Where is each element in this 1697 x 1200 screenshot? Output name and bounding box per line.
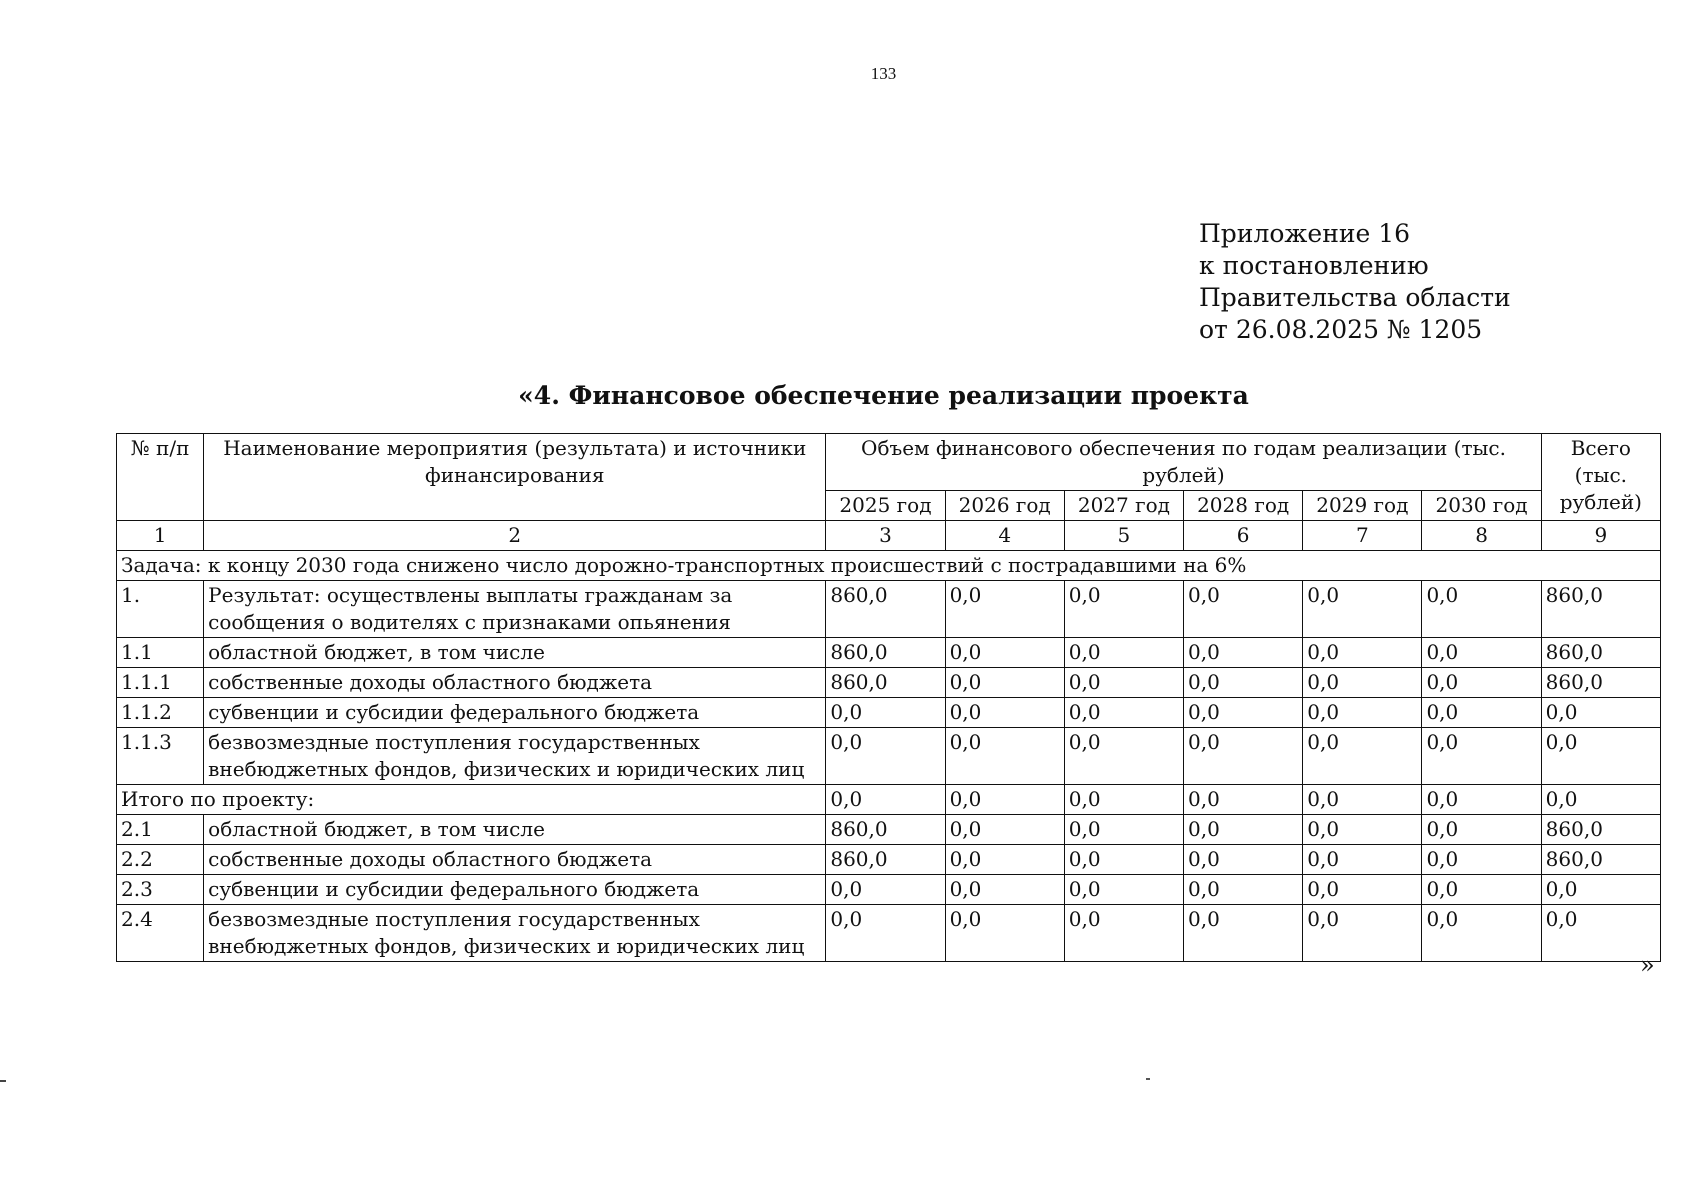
row-number: 2.2 bbox=[117, 845, 204, 875]
row-name: субвенции и субсидии федерального бюджета bbox=[204, 875, 826, 905]
value-cell: 0,0 bbox=[1064, 728, 1183, 785]
appendix-line: к постановлению bbox=[1199, 251, 1429, 280]
row-name: субвенции и субсидии федерального бюджета bbox=[204, 698, 826, 728]
value-cell: 0,0 bbox=[1064, 581, 1183, 638]
value-cell: 0,0 bbox=[945, 815, 1064, 845]
value-cell: 860,0 bbox=[1541, 815, 1660, 845]
header-year: 2030 год bbox=[1422, 491, 1541, 521]
value-cell: 0,0 bbox=[1303, 875, 1422, 905]
value-cell: 0,0 bbox=[945, 581, 1064, 638]
column-number: 7 bbox=[1303, 521, 1422, 551]
value-cell: 0,0 bbox=[1422, 845, 1541, 875]
table-row bbox=[117, 905, 1661, 962]
value-cell: 0,0 bbox=[945, 668, 1064, 698]
value-cell: 0,0 bbox=[1541, 728, 1660, 785]
value-cell: 0,0 bbox=[1303, 581, 1422, 638]
value-cell: 0,0 bbox=[826, 785, 945, 815]
value-cell: 0,0 bbox=[1303, 785, 1422, 815]
column-number: 6 bbox=[1184, 521, 1303, 551]
header-no: № п/п bbox=[117, 434, 204, 521]
row-number: 1. bbox=[117, 581, 204, 638]
value-cell: 860,0 bbox=[1541, 668, 1660, 698]
task-row bbox=[117, 551, 1661, 581]
header-year: 2026 год bbox=[945, 491, 1064, 521]
row-number: 2.4 bbox=[117, 905, 204, 962]
value-cell: 0,0 bbox=[1184, 845, 1303, 875]
value-cell: 0,0 bbox=[945, 875, 1064, 905]
rows-section-2 bbox=[117, 815, 1661, 962]
value-cell: 0,0 bbox=[1064, 875, 1183, 905]
value-cell: 0,0 bbox=[1422, 638, 1541, 668]
value-cell: 0,0 bbox=[1422, 728, 1541, 785]
column-number: 1 bbox=[117, 521, 204, 551]
value-cell: 0,0 bbox=[1064, 638, 1183, 668]
column-numbers-row bbox=[117, 521, 1661, 551]
value-cell: 0,0 bbox=[1541, 785, 1660, 815]
value-cell: 860,0 bbox=[826, 815, 945, 845]
header-volume: Объем финансового обеспечения по годам реализации (тыс. рублей) bbox=[826, 434, 1541, 491]
value-cell: 0,0 bbox=[1064, 698, 1183, 728]
value-cell: 0,0 bbox=[1541, 905, 1660, 962]
value-cell: 0,0 bbox=[1541, 875, 1660, 905]
value-cell: 0,0 bbox=[945, 698, 1064, 728]
appendix-line: Приложение 16 bbox=[1199, 219, 1411, 248]
column-number: 8 bbox=[1422, 521, 1541, 551]
value-cell: 0,0 bbox=[1422, 668, 1541, 698]
value-cell: 0,0 bbox=[1303, 815, 1422, 845]
value-cell: 0,0 bbox=[945, 845, 1064, 875]
value-cell: 0,0 bbox=[1184, 698, 1303, 728]
header-year: 2025 год bbox=[826, 491, 945, 521]
rows-section-1 bbox=[117, 581, 1661, 785]
table-row bbox=[117, 875, 1661, 905]
value-cell: 0,0 bbox=[1184, 728, 1303, 785]
value-cell: 0,0 bbox=[945, 905, 1064, 962]
table-row bbox=[117, 815, 1661, 845]
value-cell: 0,0 bbox=[1064, 785, 1183, 815]
scan-mark bbox=[1146, 1078, 1150, 1080]
appendix-line: Правительства области bbox=[1199, 283, 1511, 312]
row-name: безвозмездные поступления государственных внебюджетных фондов, физических и юридических лиц bbox=[204, 905, 826, 962]
table-row bbox=[117, 668, 1661, 698]
value-cell: 0,0 bbox=[826, 905, 945, 962]
value-cell: 0,0 bbox=[1064, 905, 1183, 962]
header-year: 2028 год bbox=[1184, 491, 1303, 521]
value-cell: 0,0 bbox=[945, 728, 1064, 785]
value-cell: 0,0 bbox=[1422, 698, 1541, 728]
table-row bbox=[117, 581, 1661, 638]
value-cell: 0,0 bbox=[1303, 728, 1422, 785]
appendix-block bbox=[1199, 218, 1511, 346]
value-cell: 860,0 bbox=[1541, 845, 1660, 875]
row-name: безвозмездные поступления государственных внебюджетных фондов, физических и юридических лиц bbox=[204, 728, 826, 785]
row-number: 1.1 bbox=[117, 638, 204, 668]
value-cell: 0,0 bbox=[1303, 668, 1422, 698]
value-cell: 0,0 bbox=[1303, 638, 1422, 668]
value-cell: 0,0 bbox=[1184, 581, 1303, 638]
appendix-line: от 26.08.2025 № 1205 bbox=[1199, 315, 1483, 344]
value-cell: 0,0 bbox=[1422, 581, 1541, 638]
row-name: областной бюджет, в том числе bbox=[204, 815, 826, 845]
value-cell: 0,0 bbox=[1184, 785, 1303, 815]
scan-mark bbox=[0, 1080, 6, 1082]
total-label: Итого по проекту: bbox=[117, 785, 826, 815]
table-row bbox=[117, 698, 1661, 728]
value-cell: 0,0 bbox=[1064, 815, 1183, 845]
value-cell: 0,0 bbox=[1064, 845, 1183, 875]
value-cell: 0,0 bbox=[1303, 845, 1422, 875]
row-number: 1.1.2 bbox=[117, 698, 204, 728]
table-row bbox=[117, 638, 1661, 668]
closing-quote: » bbox=[1640, 951, 1655, 979]
value-cell: 860,0 bbox=[826, 668, 945, 698]
row-number: 2.3 bbox=[117, 875, 204, 905]
value-cell: 860,0 bbox=[826, 845, 945, 875]
value-cell: 0,0 bbox=[1184, 815, 1303, 845]
value-cell: 0,0 bbox=[1422, 815, 1541, 845]
value-cell: 0,0 bbox=[826, 728, 945, 785]
header-total: Всего (тыс. рублей) bbox=[1541, 434, 1660, 521]
value-cell: 0,0 bbox=[1064, 668, 1183, 698]
task-text: Задача: к концу 2030 года снижено число дорожно-транспортных происшествий с пострадавшими на 6% bbox=[117, 551, 1661, 581]
header-name: Наименование мероприятия (результата) и источники финансирования bbox=[204, 434, 826, 521]
row-number: 1.1.3 bbox=[117, 728, 204, 785]
row-number: 1.1.1 bbox=[117, 668, 204, 698]
column-number: 4 bbox=[945, 521, 1064, 551]
row-name: областной бюджет, в том числе bbox=[204, 638, 826, 668]
value-cell: 0,0 bbox=[1184, 875, 1303, 905]
value-cell: 0,0 bbox=[945, 638, 1064, 668]
value-cell: 0,0 bbox=[1303, 905, 1422, 962]
section-title: «4. Финансовое обеспечение реализации проекта bbox=[518, 381, 1249, 410]
row-name: Результат: осуществлены выплаты гражданам за сообщения о водителях с признаками опьянения bbox=[204, 581, 826, 638]
value-cell: 0,0 bbox=[945, 785, 1064, 815]
total-row bbox=[117, 785, 1661, 815]
column-number: 2 bbox=[204, 521, 826, 551]
value-cell: 0,0 bbox=[826, 875, 945, 905]
value-cell: 860,0 bbox=[1541, 638, 1660, 668]
value-cell: 0,0 bbox=[1184, 668, 1303, 698]
value-cell: 0,0 bbox=[1184, 638, 1303, 668]
value-cell: 860,0 bbox=[1541, 581, 1660, 638]
row-name: собственные доходы областного бюджета bbox=[204, 668, 826, 698]
value-cell: 0,0 bbox=[826, 698, 945, 728]
row-name: собственные доходы областного бюджета bbox=[204, 845, 826, 875]
value-cell: 0,0 bbox=[1303, 698, 1422, 728]
value-cell: 0,0 bbox=[1184, 905, 1303, 962]
header-year: 2029 год bbox=[1303, 491, 1422, 521]
table-row bbox=[117, 728, 1661, 785]
column-number: 9 bbox=[1541, 521, 1660, 551]
value-cell: 0,0 bbox=[1422, 905, 1541, 962]
value-cell: 0,0 bbox=[1422, 785, 1541, 815]
column-number: 3 bbox=[826, 521, 945, 551]
value-cell: 0,0 bbox=[1422, 875, 1541, 905]
table-row bbox=[117, 845, 1661, 875]
column-number: 5 bbox=[1064, 521, 1183, 551]
page-number: 133 bbox=[870, 64, 897, 83]
financing-table bbox=[116, 433, 1661, 962]
value-cell: 860,0 bbox=[826, 638, 945, 668]
row-number: 2.1 bbox=[117, 815, 204, 845]
header-year: 2027 год bbox=[1064, 491, 1183, 521]
value-cell: 0,0 bbox=[1541, 698, 1660, 728]
value-cell: 860,0 bbox=[826, 581, 945, 638]
